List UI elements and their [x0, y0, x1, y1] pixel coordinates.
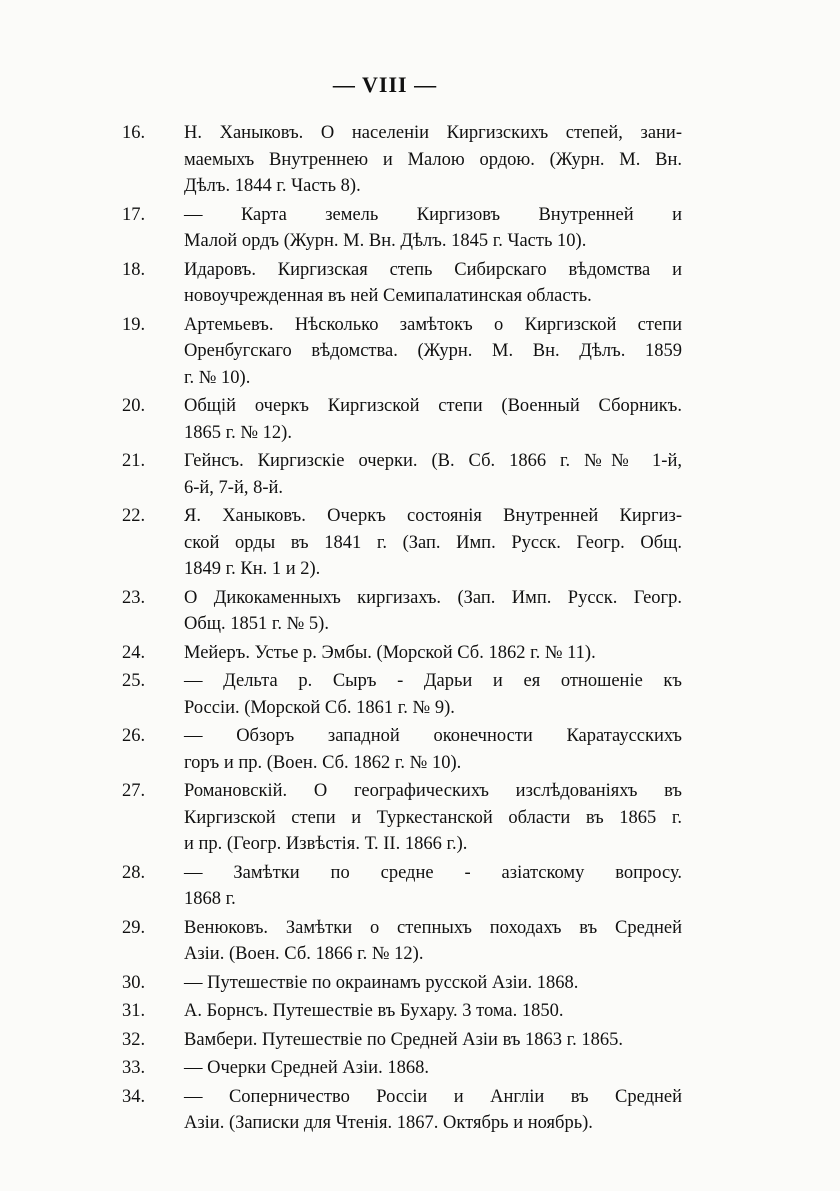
entry-number: 24. [122, 642, 146, 663]
entry-line: — Дельта р. Сыръ - Дарьи и ея отношеніе къ [184, 671, 682, 691]
bibliography-entry [122, 860, 682, 913]
entry-line: Малой ордъ (Журн. М. Вн. Дѣлъ. 1845 г. Часть 10). [184, 231, 587, 251]
entry-number: 27. [122, 781, 146, 801]
bibliography-entry [122, 723, 682, 776]
entry-text [184, 585, 682, 638]
entry-line: — Карта земель Киргизовъ Внутренней и [184, 204, 682, 225]
entry-line: Я. Ханыковъ. Очеркъ состоянія Внутренней Киргиз- [184, 506, 682, 526]
entry-number: 32. [122, 1029, 146, 1050]
bibliography-entry [122, 1084, 682, 1137]
entry-number: 29. [122, 917, 146, 938]
entry-text [184, 915, 682, 968]
entry-line: маемыхъ Внутреннею и Малою ордою. (Журн. М. Вн. [184, 149, 682, 170]
page-number: — VIII — [332, 72, 438, 97]
entry-line: 1849 г. Кн. 1 и 2). [184, 559, 321, 579]
bibliography-entry [122, 640, 682, 667]
bibliography-entry [122, 120, 682, 200]
entry-text [184, 120, 682, 200]
entry-text [184, 448, 682, 501]
bibliography-entry [122, 393, 682, 446]
entry-line: Н. Ханыковъ. О населеніи Киргизскихъ степей, зани- [184, 123, 682, 143]
bibliography-entry [122, 668, 682, 721]
entry-line: Артемьевъ. Нѣсколько замѣтокъ о Киргизской степи [184, 314, 682, 335]
entry-text [184, 723, 682, 776]
bibliography-entry [122, 503, 682, 583]
entry-line: А. Борнсъ. Путешествіе въ Бухару. 3 тома. 1850. [184, 1001, 564, 1021]
bibliography-entry [122, 1055, 682, 1082]
entry-text [184, 393, 682, 446]
entry-line: — Обзоръ западной оконечности Каратаусскихъ [184, 726, 682, 746]
bibliography-entry [122, 778, 682, 858]
entry-text [184, 503, 682, 583]
bibliography-entry [122, 257, 682, 310]
entry-line: — Замѣтки по средне - азіатскому вопросу. [184, 862, 682, 883]
entry-number: 21. [122, 451, 146, 471]
entry-line: Россіи. (Морской Сб. 1861 г. № 9). [184, 697, 455, 718]
bibliography-entry [122, 1027, 682, 1054]
bibliography-entry [122, 915, 682, 968]
entry-text [184, 312, 682, 392]
entry-number: 30. [122, 972, 146, 993]
entry-line: г. № 10). [184, 367, 251, 388]
entry-line: Оренбугскаго вѣдомства. (Журн. М. Вн. Дѣлъ. 1859 [184, 341, 682, 361]
entry-line: Общій очеркъ Киргизской степи (Военный Сборникъ. [184, 396, 682, 416]
entry-number: 33. [122, 1058, 146, 1078]
bibliography-entry [122, 585, 682, 638]
bibliography-entry [122, 202, 682, 255]
entry-line: Азіи. (Воен. Сб. 1866 г. № 12). [184, 944, 424, 964]
entry-text [184, 257, 682, 310]
entry-line: новоучрежденная въ ней Семипалатинская область. [184, 286, 592, 306]
entry-number: 31. [122, 1001, 146, 1021]
entry-number: 28. [122, 862, 146, 883]
entry-line: 6-й, 7-й, 8-й. [184, 477, 284, 498]
entry-line: Общ. 1851 г. № 5). [184, 614, 329, 634]
entry-text [184, 1084, 682, 1137]
entry-text [184, 998, 682, 1025]
entry-line: Вамбери. Путешествіе по Средней Азіи въ 1863 г. 1865. [184, 1029, 624, 1050]
entry-line: и пр. (Геогр. Извѣстія. Т. II. 1866 г.). [184, 834, 468, 854]
entry-text [184, 668, 682, 721]
entry-text [184, 1027, 682, 1054]
entry-line: Дѣлъ. 1844 г. Часть 8). [184, 176, 361, 196]
entry-text [184, 778, 682, 858]
entry-text [184, 1055, 682, 1082]
entry-number: 16. [122, 123, 146, 143]
entry-number: 19. [122, 314, 146, 335]
entry-number: 17. [122, 204, 146, 225]
entry-line: горъ и пр. (Воен. Сб. 1862 г. № 10). [184, 752, 462, 773]
bibliography-entry [122, 312, 682, 392]
entry-number: 22. [122, 506, 146, 526]
entry-line: 1868 г. [184, 889, 236, 909]
entry-line: ской орды въ 1841 г. (Зап. Имп. Русск. Геогр. Общ. [184, 532, 682, 553]
entry-line: — Путешествіе по окраинамъ русской Азіи. 1868. [184, 972, 579, 993]
entry-line: Романовскій. О географическихъ изслѣдованіяхъ въ [184, 781, 682, 801]
entry-number: 18. [122, 259, 146, 280]
entry-line: Идаровъ. Киргизская степь Сибирскаго вѣдомства и [184, 259, 682, 280]
bibliography-entry [122, 970, 682, 997]
entry-line: Киргизской степи и Туркестанской области въ 1865 г. [184, 807, 682, 828]
entry-number: 20. [122, 396, 146, 416]
entry-line: Гейнсъ. Киргизскіе очерки. (В. Сб. 1866 г. №№ 1-й, [184, 451, 682, 471]
entry-number: 34. [122, 1086, 146, 1107]
entry-line: 1865 г. № 12). [184, 422, 292, 443]
bibliography-entry [122, 998, 682, 1025]
entry-text [184, 202, 682, 255]
entry-line: Азіи. (Записки для Чтенія. 1867. Октябрь и ноябрь). [184, 1113, 593, 1133]
entry-line: Венюковъ. Замѣтки о степныхъ походахъ въ Средней [184, 917, 682, 938]
bibliography-list [122, 120, 682, 1139]
entry-text [184, 640, 682, 667]
entry-line: — Очерки Средней Азіи. 1868. [184, 1058, 429, 1078]
entry-text [184, 860, 682, 913]
entry-line: Мейеръ. Устье р. Эмбы. (Морской Сб. 1862 г. № 11). [184, 642, 596, 663]
entry-text [184, 970, 682, 997]
entry-line: — Соперничество Россіи и Англіи въ Средней [184, 1086, 682, 1107]
entry-number: 25. [122, 671, 146, 691]
bibliography-entry [122, 448, 682, 501]
entry-line: О Дикокаменныхъ киргизахъ. (Зап. Имп. Русск. Геогр. [184, 587, 682, 608]
entry-number: 26. [122, 726, 146, 746]
entry-number: 23. [122, 587, 146, 608]
